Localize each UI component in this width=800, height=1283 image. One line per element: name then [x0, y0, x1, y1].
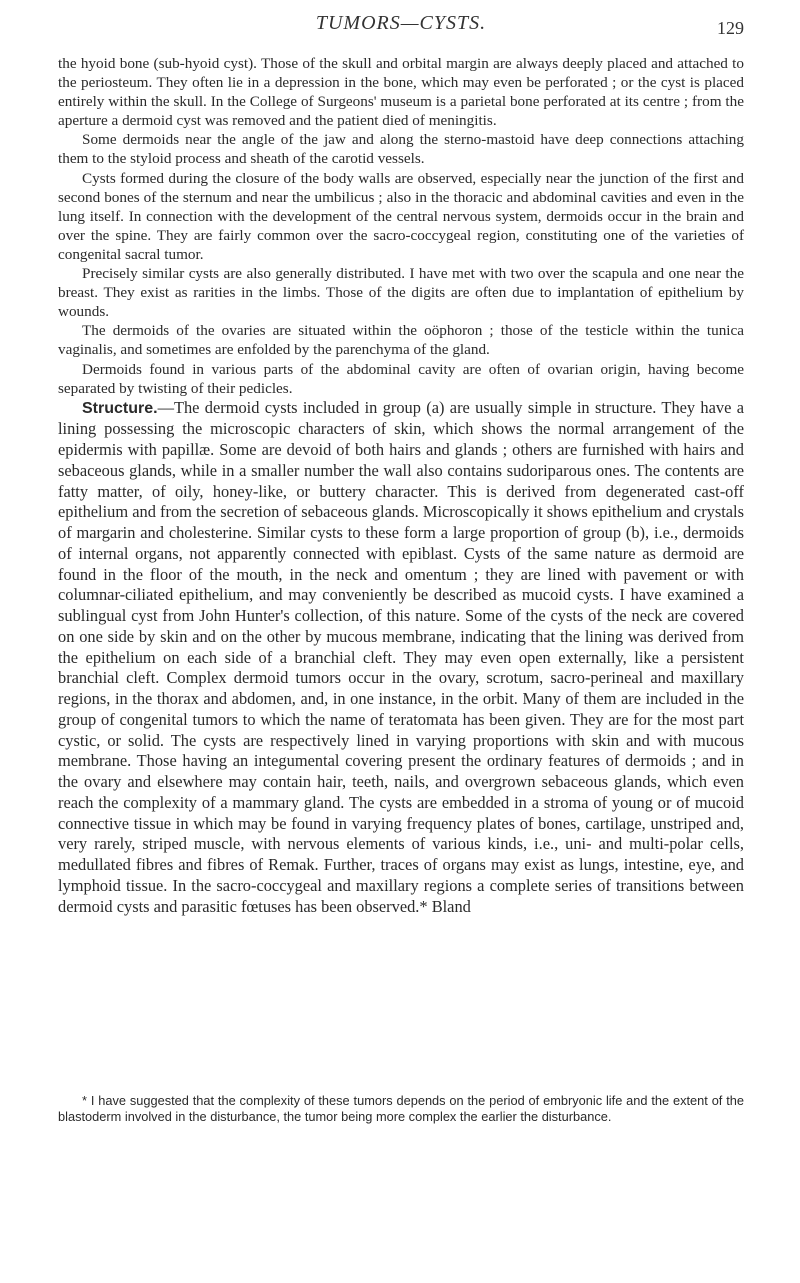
footnote: * I have suggested that the complexity of these tumors depends on the period of embryonic life and the extent of the blastoderm involved in the disturbance, the tumor being more complex the earlier the disturbance. [58, 1093, 744, 1125]
structure-text: —The dermoid cysts included in group (a) are usually simple in structure. They have a lining possessing the microscopic characters of skin, which shows the normal arrangement of the epidermis with papillæ. Some are devoid of both hairs and glands ; others are furnished with hairs and sebaceous glands, while in a smaller number the wall also contains sudoriparous ones. The contents are fatty matter, of oily, honey-like, or buttery character. This is derived from degenerated cast-off epithelium and from the secretion of sebaceous glands. Microscopically it shows epithelium and crystals of margarin and cholesterine. Similar cysts to these form a large proportion of group (b), i.e., dermoids of internal organs, not apparently connected with epiblast. Cysts of the same nature as dermoid are found in the floor of the mouth, in the neck and omentum ; they are lined with pavement or with columnar-ciliated epithelium, and may conveniently be described as mucoid cysts. I have examined a sublingual cyst from John Hunter's collection, of this nature. Some of the cysts of the neck are covered on one side by skin and on the other by mucous membrane, indicating that the lining was derived from the epithelium on each side of a branchial cleft. They may even open externally, like a persistent branchial cleft. Complex dermoid tumors occur in the ovary, scrotum, sacro-perineal and maxillary regions, in the thorax and abdomen, and, in one instance, in the orbit. Many of them are included in the group of congenital tumors to which the name of teratomata has been given. They are for the most part cystic, or solid. The cysts are respectively lined in varying proportions with skin and with mucous membrane. Those having an integumental covering present the ordinary features of dermoids ; and in the ovary and elsewhere may contain hair, teeth, nails, and overgrown sebaceous glands, which even reach the complexity of a mammary gland. The cysts are embedded in a stroma of young or of mucoid connective tissue in which may be found in varying frequency plates of bones, cartilage, unstriped and, very rarely, striped muscle, with nervous elements of various kinds, i.e., uni- and multi-polar cells, medullated fibres and fibres of Remak. Further, traces of organs may exist as lungs, intestine, eye, and lymphoid tissue. In the sacro-coccygeal and maxillary regions a complete series of transitions between dermoid cysts and parasitic fœtuses has been observed.* Bland [58, 397, 744, 916]
paragraph-body-walls: Cysts formed during the closure of the body walls are observed, especially near the junction of the first and second bones of the sternum and near the umbilicus ; also in the thoracic and abdominal cavities and even in the lung itself. In connection with the development of the central nervous system, dermoids occur in the brain and over the spine. They are fairly common over the sacro-coccygeal region, constituting one of the varieties of congenital sacral tumor. [58, 169, 744, 263]
body-text [58, 54, 744, 917]
running-title: TUMORS—CYSTS. [315, 12, 487, 34]
running-head [58, 12, 744, 42]
section-heading-structure: Structure. [82, 399, 158, 417]
paragraph-abdominal-dermoids: Dermoids found in various parts of the abdominal cavity are often of ovarian origin, having become separated by twisting of their pedicles. [58, 360, 744, 397]
paragraph-structure [58, 398, 744, 918]
paragraph-similar-cysts: Precisely similar cysts are also generally distributed. I have met with two over the scapula and one near the breast. They exist as rarities in the limbs. Those of the digits are often due to implantation of epithelium by wounds. [58, 265, 744, 321]
paragraph-jaw-dermoids: Some dermoids near the angle of the jaw and along the sterno-mastoid have deep connections attaching them to the styloid process and sheath of the carotid vessels. [58, 131, 744, 168]
paragraph-hyoid-skull: the hyoid bone (sub-hyoid cyst). Those of the skull and orbital margin are always deeply placed and attached to the periosteum. They often lie in a depression in the bone, which may even be perforated ; or the cyst is placed entirely within the skull. In the College of Surgeons' museum is a parietal bone perforated at its centre ; from the aperture a dermoid cyst was removed and the patient died of meningitis. [58, 55, 744, 130]
page-number: 129 [717, 18, 744, 38]
paragraph-ovaries-testicle: The dermoids of the ovaries are situated within the oöphoron ; those of the testicle within the tunica vaginalis, and sometimes are enfolded by the parenchyma of the gland. [58, 322, 744, 359]
